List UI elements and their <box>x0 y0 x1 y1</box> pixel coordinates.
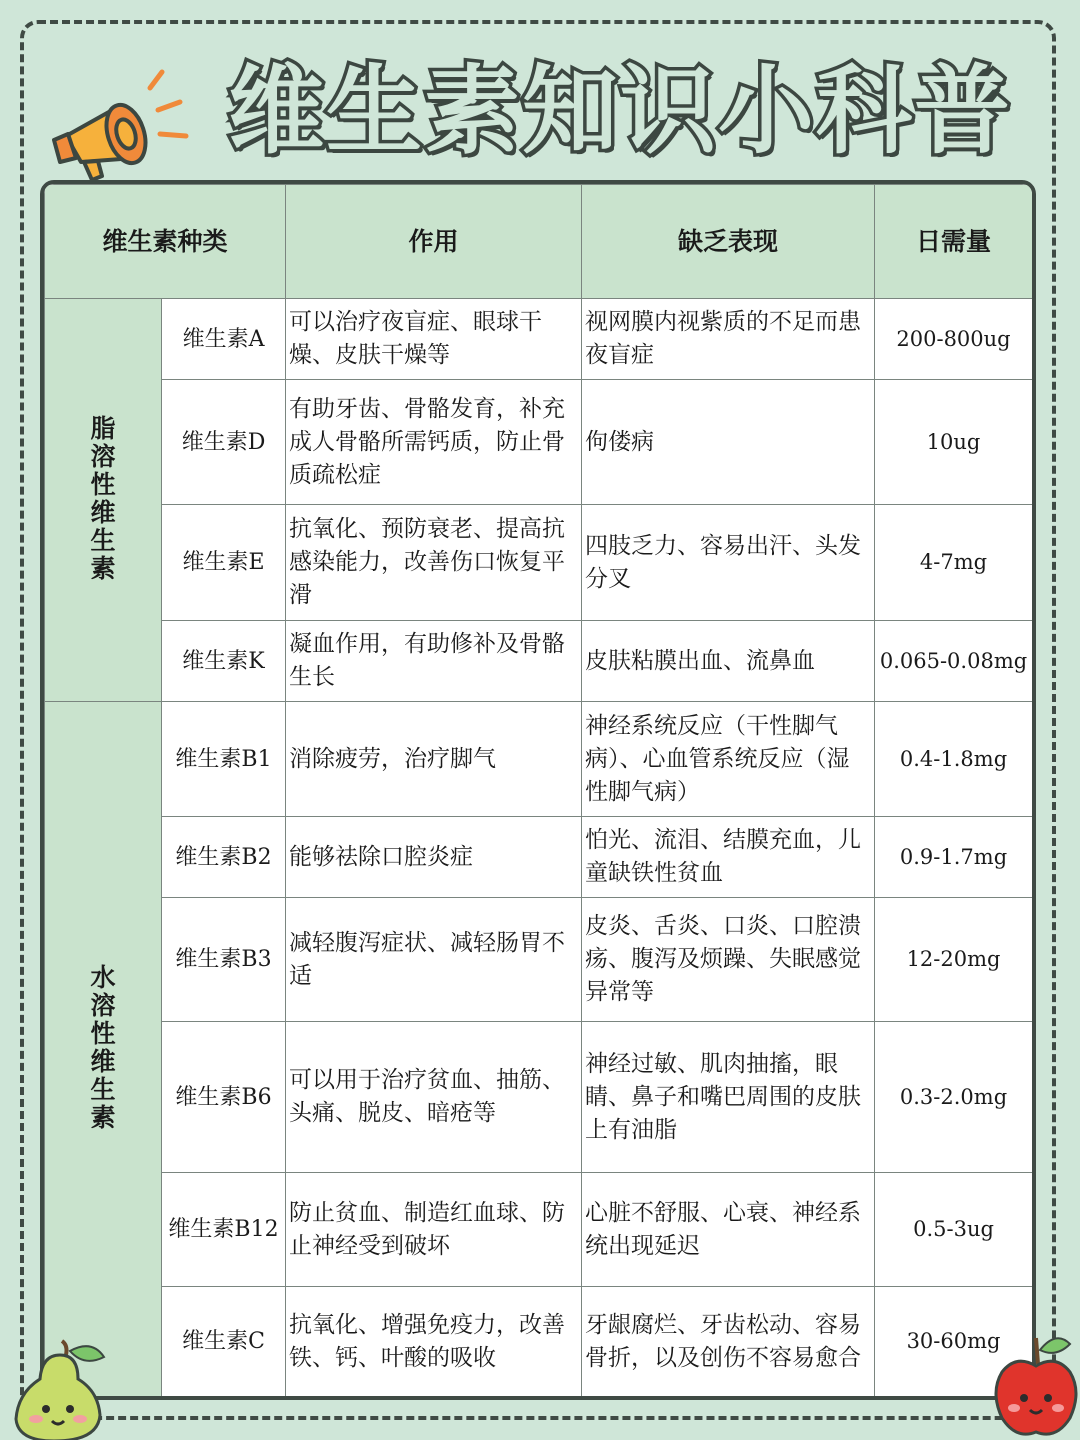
vitamin-deficiency: 神经系统反应（干性脚气病）、心血管系统反应（湿性脚气病） <box>582 702 875 817</box>
vitamin-name: 维生素E <box>162 505 286 621</box>
vitamin-function: 防止贫血、制造红血球、防止神经受到破坏 <box>286 1173 582 1287</box>
vitamin-function: 可以用于治疗贫血、抽筋、头痛、脱皮、暗疮等 <box>286 1022 582 1173</box>
vitamin-deficiency: 皮肤粘膜出血、流鼻血 <box>582 621 875 702</box>
category-water-soluble: 水溶性维生素 <box>45 702 162 1397</box>
vitamin-function: 减轻腹泻症状、减轻肠胃不适 <box>286 898 582 1022</box>
vitamin-name: 维生素C <box>162 1287 286 1397</box>
vitamin-function: 凝血作用，有助修补及骨骼生长 <box>286 621 582 702</box>
vitamin-deficiency: 神经过敏、肌肉抽搐，眼睛、鼻子和嘴巴周围的皮肤上有油脂 <box>582 1022 875 1173</box>
vitamin-daily-need: 4-7mg <box>875 505 1033 621</box>
header-deficiency: 缺乏表现 <box>582 185 875 299</box>
megaphone-icon <box>46 58 196 188</box>
vitamin-daily-need: 0.3-2.0mg <box>875 1022 1033 1173</box>
vitamin-deficiency: 牙龈腐烂、牙齿松动、容易骨折，以及创伤不容易愈合 <box>582 1287 875 1397</box>
category-fat-soluble: 脂溶性维生素 <box>45 299 162 702</box>
vitamin-deficiency: 佝偻病 <box>582 380 875 505</box>
vitamin-deficiency: 怕光、流泪、结膜充血，儿童缺铁性贫血 <box>582 817 875 898</box>
vitamin-function: 抗氧化、增强免疫力，改善铁、钙、叶酸的吸收 <box>286 1287 582 1397</box>
page-title: 维生素知识小科普 <box>228 54 1012 167</box>
vitamin-name: 维生素B6 <box>162 1022 286 1173</box>
vitamin-daily-need: 12-20mg <box>875 898 1033 1022</box>
vitamin-daily-need: 0.065-0.08mg <box>875 621 1033 702</box>
vitamin-deficiency: 心脏不舒服、心衰、神经系统出现延迟 <box>582 1173 875 1287</box>
vitamin-name: 维生素K <box>162 621 286 702</box>
apple-icon <box>990 1328 1080 1440</box>
vitamin-daily-need: 30-60mg <box>875 1287 1033 1397</box>
table-row <box>45 380 1033 505</box>
vitamin-function: 有助牙齿、骨骼发育，补充成人骨骼所需钙质，防止骨质疏松症 <box>286 380 582 505</box>
vitamin-daily-need: 200-800ug <box>875 299 1033 380</box>
table-row <box>45 299 1033 380</box>
vitamin-daily-need: 0.9-1.7mg <box>875 817 1033 898</box>
vitamin-deficiency: 四肢乏力、容易出汗、头发分叉 <box>582 505 875 621</box>
vitamin-function: 能够祛除口腔炎症 <box>286 817 582 898</box>
vitamin-daily-need: 0.5-3ug <box>875 1173 1033 1287</box>
header-type: 维生素种类 <box>45 185 286 299</box>
vitamin-name: 维生素D <box>162 380 286 505</box>
vitamin-function: 抗氧化、预防衰老、提高抗感染能力，改善伤口恢复平滑 <box>286 505 582 621</box>
table-row <box>45 1287 1033 1397</box>
vitamin-daily-need: 0.4-1.8mg <box>875 702 1033 817</box>
header-daily-need: 日需量 <box>875 185 1033 299</box>
vitamin-daily-need: 10ug <box>875 380 1033 505</box>
vitamin-table <box>40 180 1036 1400</box>
vitamin-name: 维生素A <box>162 299 286 380</box>
vitamin-name: 维生素B3 <box>162 898 286 1022</box>
header-function: 作用 <box>286 185 582 299</box>
table-row <box>45 621 1033 702</box>
table-row <box>45 817 1033 898</box>
table-row <box>45 1022 1033 1173</box>
vitamin-deficiency: 皮炎、舌炎、口炎、口腔溃疡、腹泻及烦躁、失眠感觉异常等 <box>582 898 875 1022</box>
table-row <box>45 898 1033 1022</box>
table-row <box>45 1173 1033 1287</box>
table-header-row <box>45 185 1033 299</box>
table-row <box>45 702 1033 817</box>
vitamin-name: 维生素B12 <box>162 1173 286 1287</box>
vitamin-function: 消除疲劳，治疗脚气 <box>286 702 582 817</box>
vitamin-name: 维生素B1 <box>162 702 286 817</box>
vitamin-function: 可以治疗夜盲症、眼球干燥、皮肤干燥等 <box>286 299 582 380</box>
pear-icon <box>0 1335 115 1440</box>
table-row <box>45 505 1033 621</box>
vitamin-name: 维生素B2 <box>162 817 286 898</box>
vitamin-deficiency: 视网膜内视紫质的不足而患夜盲症 <box>582 299 875 380</box>
